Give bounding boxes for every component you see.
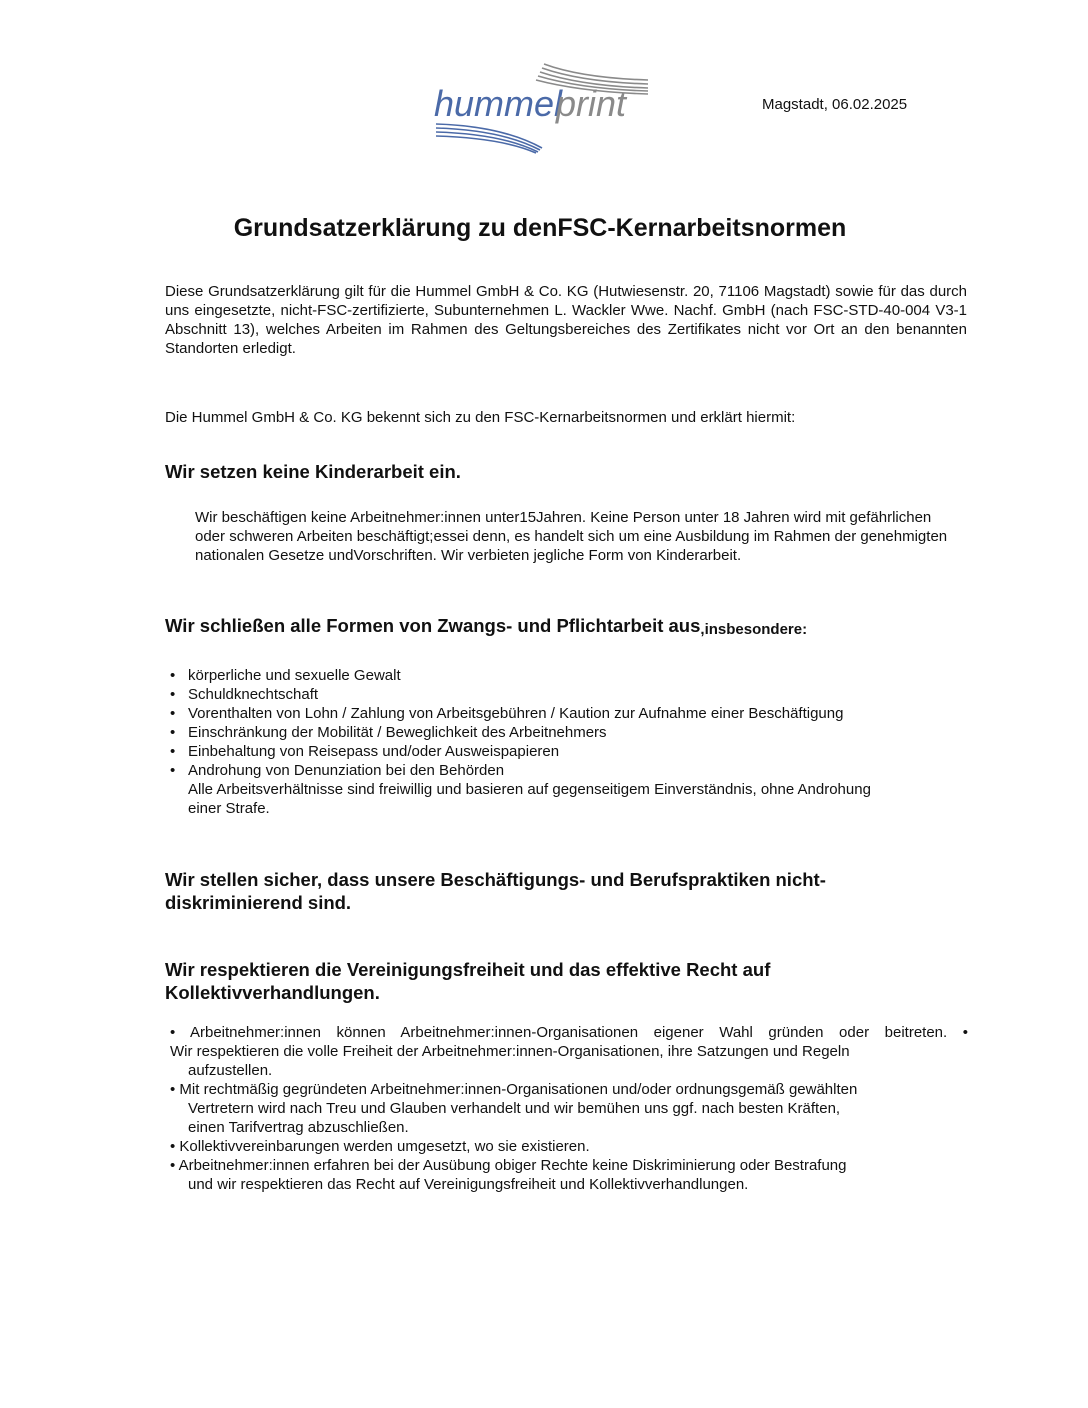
rights-line: Wir respektieren die volle Freiheit der Arbeitnehmer:innen-Organisationen, ihre Satzungen und Regeln [170,1043,850,1060]
rights-line: • Arbeitnehmer:innen können Arbeitnehmer:innen-Organisationen eigener Wahl gründen oder beitreten. • [170,1024,968,1041]
list-continuation: Alle Arbeitsverhältnisse sind freiwillig und basieren auf gegenseitigem Einverständnis, ohne Androhung einer Strafe. [188,781,871,817]
heading-non-discrimination: Wir stellen sicher, dass unsere Beschäftigungs- und Berufspraktiken nicht- diskriminierend sind. [165,869,826,913]
list-item: • körperliche und sexuelle Gewalt [170,667,401,684]
logo-word-hummel: hummel [434,83,563,124]
child-labour-text: Wir beschäftigen keine Arbeitnehmer:innen unter15Jahren. Keine Person unter 18 Jahren wird mit gefährlichen oder schweren Arbeiten beschäftigt;essei denn, es handelt sich um eine Ausbildung im Rahmen der genehmigten nationalen Gesetze undVorschriften. Wir verbieten jegliche Form von Kinderarbeit. [195,509,948,564]
rights-line: aufzustellen. [188,1062,273,1079]
list-item: • Vorenthalten von Lohn / Zahlung von Arbeitsgebühren / Kaution zur Aufnahme einer Beschäftigung [170,705,844,722]
intro-paragraph: Diese Grundsatzerklärung gilt für die Hummel GmbH & Co. KG (Hutwiesenstr. 20, 71106 Magstadt) sowie für das durch uns eingesetzte, nicht-FSC-zertifizierte, Subunternehmen L. Wackler Wwe. Nachf. GmbH (nach FSC-STD-40-004 V3-1 Abschnitt 13), welches Arbeiten im Rahmen des Geltungsbereiches des Zertifikates nicht vor Ort an den benannten Standorten erledigt. [165,283,967,357]
document-title: Grundsatzerklärung zu denFSC-Kernarbeitsnormen [233,214,847,242]
document-date: Magstadt, 06.02.2025 [762,96,908,113]
rights-line: einen Tarifvertrag abzuschließen. [188,1119,409,1136]
commitment-statement: Die Hummel GmbH & Co. KG bekennt sich zu den FSC-Kernarbeitsnormen und erklärt hiermit: [165,409,796,426]
forced-labour-list [170,666,878,818]
logo-word-print: print [556,83,627,124]
heading-child-labour: Wir setzen keine Kinderarbeit ein. [165,461,461,482]
heading-freedom-association: Wir respektieren die Vereinigungsfreiheit und das effektive Recht auf Kollektivverhandlungen. [165,959,771,1003]
list-item: • Schuldknechtschaft [170,686,319,703]
rights-line: • Mit rechtmäßig gegründeten Arbeitnehmer:innen-Organisationen und/oder ordnungsgemäß gewählten [170,1081,858,1098]
rights-line: • Arbeitnehmer:innen erfahren bei der Ausübung obiger Rechte keine Diskriminierung oder Bestrafung [170,1157,847,1174]
list-item: • Androhung von Denunziation bei den Behörden [170,762,505,779]
hummel-print-logo [432,58,658,154]
list-item: • Einschränkung der Mobilität / Beweglichkeit des Arbeitnehmers [170,724,607,741]
rights-line: und wir respektieren das Recht auf Vereinigungsfreiheit und Kollektivverhandlungen. [188,1176,749,1193]
list-item: • Einbehaltung von Reisepass und/oder Ausweispapieren [170,743,560,760]
heading-forced-labour: Wir schließen alle Formen von Zwangs- und Pflichtarbeit aus,insbesondere: [165,615,808,638]
association-rights-list [170,1023,968,1194]
rights-line: • Kollektivvereinbarungen werden umgesetzt, wo sie existieren. [170,1138,590,1155]
rights-line: Vertretern wird nach Treu und Glauben verhandelt und wir bemühen uns ggf. nach besten Kräften, [188,1100,841,1117]
